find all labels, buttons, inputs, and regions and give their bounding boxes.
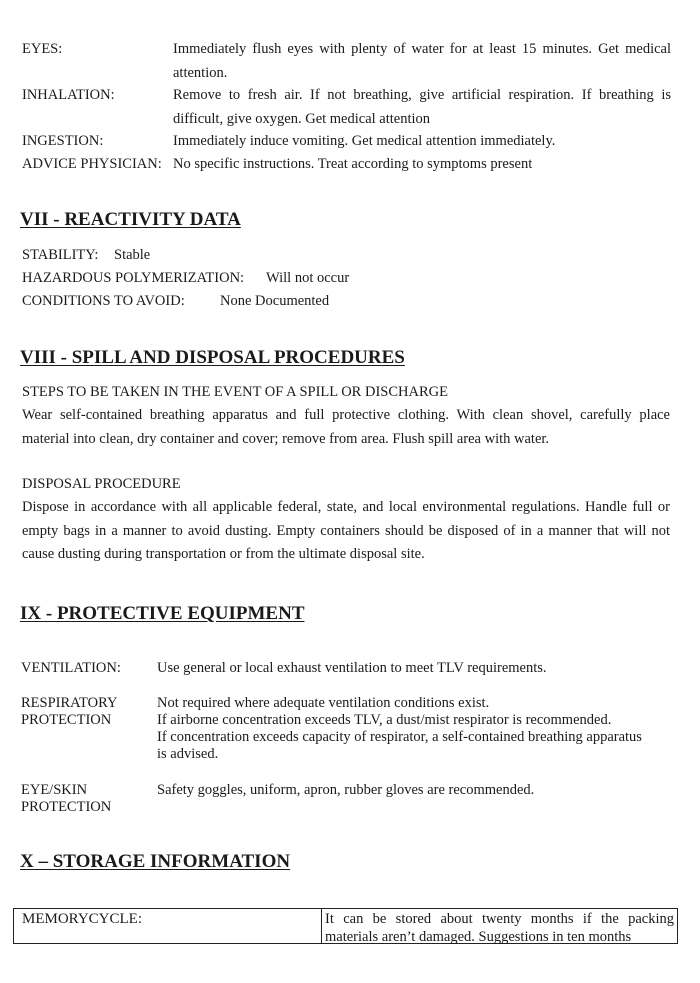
respiratory-label-line: RESPIRATORY <box>21 695 118 711</box>
respiratory-line: is advised. <box>157 746 219 762</box>
respiratory-label-line: PROTECTION <box>21 712 112 728</box>
table-divider <box>321 909 322 943</box>
steps-text: Wear self-contained breathing apparatus and full protective clothing. With clean shovel, carefully place material into clean, dry container and cover; remove from area. Flush spill area with water. <box>22 407 670 447</box>
polymerization-label: HAZARDOUS POLYMERIZATION: <box>22 270 245 286</box>
eyeskin-line: Safety goggles, uniform, apron, rubber gloves are recommended. <box>157 782 535 798</box>
section-heading-reactivity: VII - REACTIVITY DATA <box>20 209 241 230</box>
stability-label: STABILITY: <box>22 247 99 263</box>
first-aid-text: Remove to fresh air. If not breathing, give artificial respiration. If breathing is difficult, give oxygen. Get medical attention <box>173 87 671 127</box>
eyeskin-text <box>157 782 665 799</box>
polymerization-row <box>22 267 350 290</box>
first-aid-label: EYES: <box>22 41 63 57</box>
section-heading-spill: VIII - SPILL AND DISPOSAL PROCEDURES <box>20 347 405 368</box>
section-heading-storage: X – STORAGE INFORMATION <box>20 851 291 872</box>
memory-cycle-text: It can be stored about twenty months if the packing materials aren’t damaged. Suggestions in ten months <box>325 911 674 945</box>
first-aid-label: ADVICE PHYSICIAN: <box>22 156 162 172</box>
ventilation-line: Use general or local exhaust ventilation to meet TLV requirements. <box>157 660 547 676</box>
respiratory-line: If concentration exceeds capacity of respirator, a self-contained breathing apparatus <box>157 729 642 745</box>
storage-table <box>13 908 678 944</box>
ventilation-label: VENTILATION: <box>21 660 121 676</box>
respiratory-line: If airborne concentration exceeds TLV, a dust/mist respirator is recommended. <box>157 712 612 728</box>
conditions-row <box>22 290 330 313</box>
conditions-label: CONDITIONS TO AVOID: <box>22 293 185 309</box>
eyeskin-label-line: EYE/SKIN <box>21 782 88 798</box>
eyeskin-label <box>21 782 151 816</box>
section-heading-protective: IX - PROTECTIVE EQUIPMENT <box>20 603 305 624</box>
first-aid-text: No specific instructions. Treat according to symptoms present <box>173 156 533 172</box>
first-aid-text: Immediately flush eyes with plenty of water for at least 15 minutes. Get medical attention. <box>173 41 671 81</box>
stability-row <box>22 244 151 267</box>
respiratory-line: Not required where adequate ventilation conditions exist. <box>157 695 490 711</box>
polymerization-value: Will not occur <box>266 270 350 286</box>
stability-value: Stable <box>114 247 151 263</box>
eyeskin-label-line: PROTECTION <box>21 799 112 815</box>
first-aid-text: Immediately induce vomiting. Get medical attention immediately. <box>173 133 556 149</box>
respiratory-text <box>157 695 665 763</box>
steps-title: STEPS TO BE TAKEN IN THE EVENT OF A SPILL OR DISCHARGE <box>22 384 448 400</box>
first-aid-label: INHALATION: <box>22 87 115 103</box>
memory-cycle-label: MEMORYCYCLE: <box>22 911 143 927</box>
conditions-value: None Documented <box>220 293 330 309</box>
disposal-text: Dispose in accordance with all applicable federal, state, and local environmental regulations. Handle full or empty bags in a manner to avoid dusting. Empty containers should be disposed of in a manner that will not cause dusting during transportation or from the ultimate disposal site. <box>22 499 670 562</box>
disposal-title: DISPOSAL PROCEDURE <box>22 476 181 492</box>
first-aid-label: INGESTION: <box>22 133 104 149</box>
respiratory-label <box>21 695 151 729</box>
ventilation-text <box>157 660 665 677</box>
